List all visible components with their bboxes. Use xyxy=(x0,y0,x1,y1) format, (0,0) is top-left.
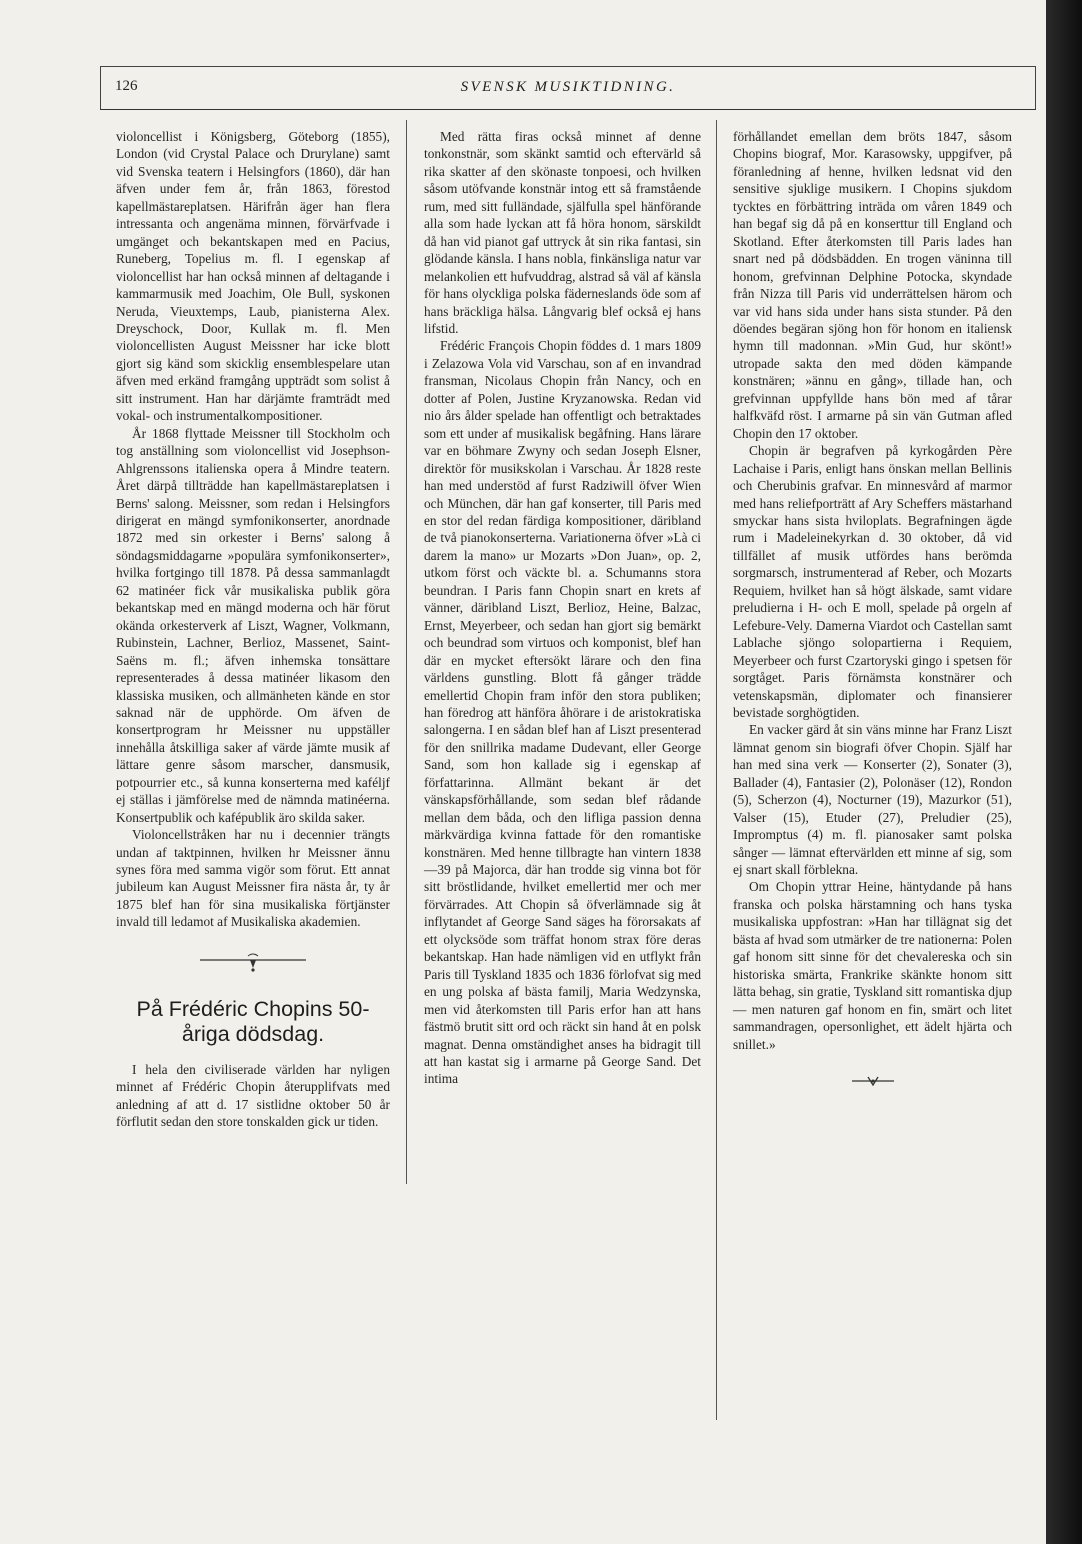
header-rule xyxy=(100,109,1036,110)
running-head-title: SVENSK MUSIKTIDNING. xyxy=(460,79,676,95)
col2-paragraph-2: Frédéric François Chopin föddes d. 1 mars 1809 i Zelazowa Vola vid Varschau, son af en invandrad fransman, Nicolaus Chopin från Nancy, och en dotter af Polen, Justine Kryzanowska. Redan vid nio års ålder spelade han offentligt och betraktades som ett under af musikalisk begåfning. Hans lärare var en böhmare Zwyny och sedan Joseph Elsner, direktör för musikskolan i Varschau. År 1828 reste han med understöd af furst Radziwill öfver Wien och München, där han gaf konserter, till Paris med en stor del redan färdiga kompositioner, däribland de två pianokonserterna. Variationerna öfver »Là ci darem la mano» ur Mozarts »Don Juan», op. 2, utkom först och väckte bl. a. Schumanns stora beundran. I Paris fann Chopin snart en krets af vänner, däribland Liszt, Berlioz, Heine, Balzac, Ernst, Meyerbeer, och sedan han gjort sig bemärkt och beundrad som virtuos och komponist, blef han där en mycket eftersökt lärare och den fina världens gunstling. Blott få gånger trädde emellertid Chopin fram inför den stora publiken; han föredrog att hänföra åhörare i de aristokratiska salongerna. I en sådan blef han af Liszt presenterad för den snillrika madame Dudevant, eller George Sand, som hon kallade sig i egenskap af författarinna. Allmänt bekant är det vänskapsförhållande, som sedan blef rådande mellan dem båda, och den lifliga passion denna märkvärdiga kvinna fattade för den romantiske konstnären. Med henne tillbragte han vintern 1838—39 på Majorca, där han trodde sig vinna bot för sitt bröstlidande, hvilket emellertid mer och mer förvärrades. Att Chopin så öfverlämnade sig åt inflytandet af George Sand säges ha förorsakats af ett olycksöde som träffat honom strax före deras bekantskap. Han hade nämligen vid en utflykt från Paris till Tyskland 1835 och 1836 förlofvat sig med en ung polska af bästa familj, Maria Wedzynska, men vid återkomsten till Paris erfor han att hans fästmö brutit sitt ord och räckt sin hand åt en polsk magnat. Denna omständighet anses ha bidragit till att han kastat sig i armarne på George Sand. Det intima xyxy=(424,338,701,1087)
column-divider-right xyxy=(716,120,717,1420)
article-heading-line-1: På Frédéric Chopins 50- xyxy=(136,996,370,1021)
scan-edge xyxy=(1046,0,1082,1544)
column-2 xyxy=(424,128,701,1088)
header-frame-top xyxy=(100,66,1036,67)
col1-paragraph-2: År 1868 flyttade Meissner till Stockholm och tog anställning som violoncellist vid Josephson-Ahlgrenssons italienska opera å Mindre teatern. Året därpå tillträdde han kapellmästareplatsen i Berns' salong. Meissner, som redan i Helsingfors dirigerat en mängd symfonikonserter, anordnade 1872 med sin orkester i Berns' salong å söndagsmiddagarne »populära symfonikonserter», hvilka fortgingo till 1878. På dessa sammanlagdt 62 matinéer fick vår musikaliska publik göra bekantskap med en mängd moderna och här förut okända orkesterverk af Liszt, Wagner, Volkmann, Rubinstein, Lachner, Berlioz, Massenet, Saint-Saëns m. fl.; äfven inhemska tonsättare representerades å dessa matinéer likasom den klassiska musiken, och allmänheten kände en stor saknad när de upphörde. Om äfven de konsertprogram hr Meissner nu uppställer innehålla åtskilliga saker af värde jämte musik af lättare genre såsom marscher, dansmusik, potpourrier etc., så kunna konserterna med kaféljf ej ställas i jämförelse med de nämnda matinéerna. Konsertpublik och kafépublik äro skilda saker. xyxy=(116,425,390,825)
col3-paragraph-4: Om Chopin yttrar Heine, häntydande på hans franska och polska härstamning och hans tyska musikaliska uppfostran: »Han har tillägnat sig det bästa af hvad som utmärker de tre nationerna: Polen gaf honom sitt sinne för det chevalereska och sin historiska smärta, Frankrike skänkte honom sitt lätta behag, sin gratie, Tyskland sitt romantiska djup — men naturen gaf honom en fin, smärt och litet sammandragen, opersonlighet, ett ädelt hjärta och snillet.» xyxy=(733,879,1012,1052)
col1-paragraph-1: violoncellist i Königsberg, Göteborg (1855), London (vid Crystal Palace och Drurylane) samt vid Svenska teatern i Helsingfors (1860), där han äfven under fem år, från 1863, förestod kapellmästareplatsen. Härifrån äger han flera intressanta och angenäma minnen, förvärfvade i umgänget och bekantskapen med en Pacius, Runeberg, Topelius m. fl. I egenskap af violoncellist har han också minnen af deltagande i kammarmusik med Joachim, Ole Bull, syskonen Neruda, Vieuxtemps, Laub, pianisterna Alex. Dreyschock, Door, Kullak m. fl. Men violoncellisten August Meissner har icke blott gjort sig känd som skicklig ensemblespelare utan äfven med erkänd framgång uppträdt som solist å sitt instrument. Han har därjämte framträdt med vokal- och instrumentalkompositioner. xyxy=(116,129,390,424)
column-3 xyxy=(733,128,1012,1089)
col3-paragraph-2: Chopin är begrafven på kyrkogården Père Lachaise i Paris, enligt hans önskan mellan Bellinis och Cherubinis grafvar. En minnesvård af marmor med hans reliefporträtt af Ary Scheffers mästarhand smyckar hans sista hviloplats. Begrafningen ägde rum i Madeleinekyrkan d. 30 oktober, då vid tillfället af musik utfördes hans berömda sorgmarsch, instrumenterad af Reber, och Mozarts Requiem, hvilket han så högt älskade, samt vidare preludierna i H- och E moll, spelade på orgeln af Lefebure-Vely. Damerna Viardot och Castellan samt Lablache sjöngo solopartierna i Requiem, Meyerbeer och furst Czartoryski gingo i spetsen för sorgtåget. Paris förnämsta konstnärer och vetenskapsmän, diplomater och finansierer bevistade sorghögtiden. xyxy=(733,443,1012,720)
column-1 xyxy=(116,128,390,1131)
article-heading-line-2: åriga dödsdag. xyxy=(181,1021,325,1046)
col2-paragraph-1: Med rätta firas också minnet af denne tonkonstnär, som skänkt samtid och eftervärld så rika skatter af den skönaste tonpoesi, och hvilken såsom utöfvande konstnär intog ett så framstående rum, med sitt fulländade, själfulla spel hänförande alla som hade lyckan att få höra honom, särskildt då han vid pianot gaf uttryck åt sin rika fantasi, sin glödande känsla. I hans nobla, finkänsliga natur var melankolien ett hufvuddrag, alstrad så väl af känsla för hans olyckliga polska fäderneslands öde som af hans bräckliga hälsa. Långvarig blef också ej hans lifstid. xyxy=(424,129,701,336)
end-ornament xyxy=(848,1073,898,1089)
section-divider-ornament xyxy=(198,951,308,975)
col1-paragraph-3: Violoncellstråken har nu i decennier trängts undan af taktpinnen, hvilken hr Meissner ännu synes föra med samma vigör som förut. Ett annat jubileum kan August Meissner fira nästa år, ty år 1875 blef han för sina musikaliska förtjänster invald till ledamot af Musikaliska akademien. xyxy=(116,827,390,930)
col1-paragraph-4: I hela den civiliserade världen har nyligen minnet af Frédéric Chopin återupplifvats med anledning af att d. 17 sistlidne oktober 50 år förflutit sedan den store tonskalden gick ur tiden. xyxy=(116,1061,390,1130)
col3-paragraph-1: förhållandet emellan dem bröts 1847, såsom Chopins biograf, Mor. Karasowsky, uppgifver, på föranledning af henne, hvilken ledsnat vid den sensitive sjuklige musikern. I Chopins sjukdom tycktes en förbättring inträda om våren 1849 och han begaf sig då på en konserttur till England och Skotland. Efter återkomsten till Paris lades han snart ned på dödsbädden. En trogen väninna till honom, grefvinnan Delphine Potocka, skyndade från Nizza till Paris vid underrättelsen härom och var vid hans sida under hans sista stunder. På den döendes begäran sjöng hon för honom en italiensk hymn till madonnan. »Min Gud, hur skönt!» utropade sakta den med döden kämpande konstnären; »ännu en gång», tillade han, och grefvinnan uppfyllde hans bön med af tårar halfkväfd röst. I armarne på sin vän Gutman afled Chopin den 17 oktober. xyxy=(733,129,1012,441)
page-number: 126 xyxy=(115,78,138,94)
column-divider-left xyxy=(406,120,407,1184)
col3-paragraph-3: En vacker gärd åt sin väns minne har Franz Liszt lämnat genom sin biografi öfver Chopin. Själf har han med sina verk — Konserter (2), Sonater (3), Ballader (4), Fantasier (2), Polonäser (12), Rondon (5), Scherzon (4), Nocturner (19), Mazurkor (51), Valser (15), Etuder (27), Preludier (25), Impromptus (4) m. fl. pianosaker samt polska sånger — lämnat eftervärlden ett minne af sig, som ej snart skall förblekna. xyxy=(733,722,1012,878)
